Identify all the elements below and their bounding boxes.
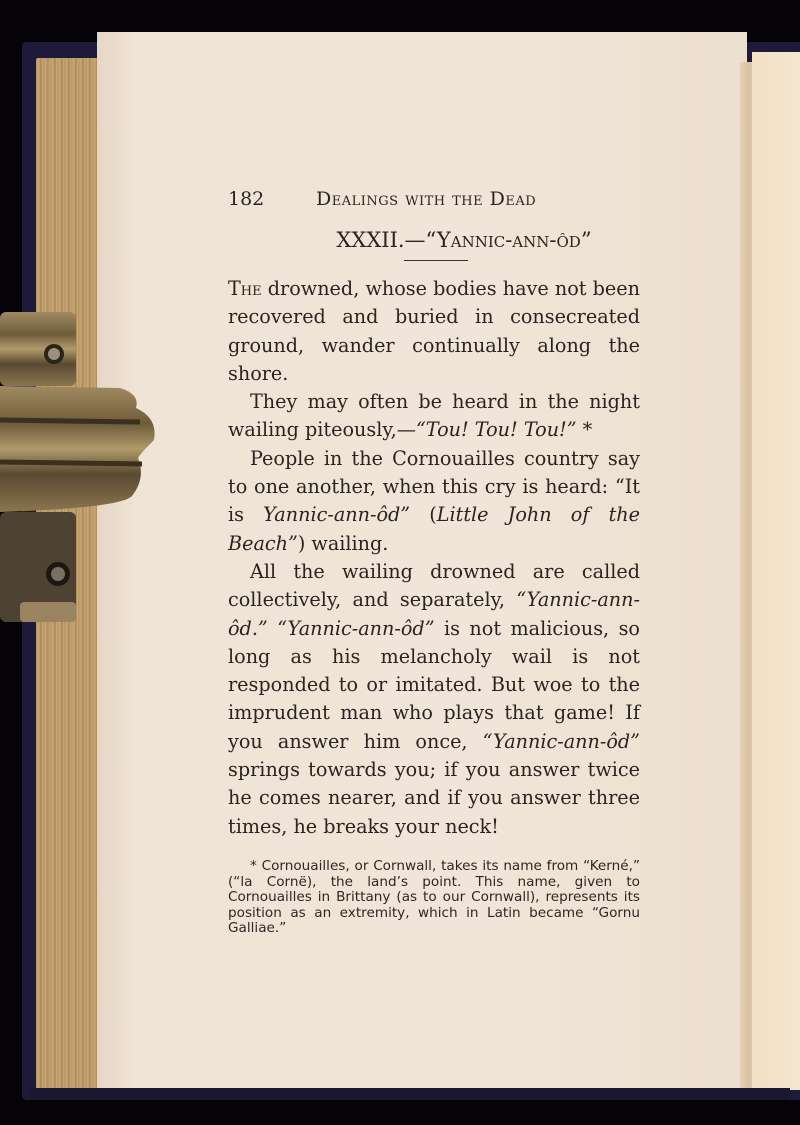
paragraph-text: People in the Cornouailles country say to one another, when this cry is heard: “It is	[228, 446, 640, 527]
paragraph-text: drowned, whose bodies have not been recovered and buried in consecreated ground, wander continually along the shore.	[228, 277, 640, 385]
body-text	[228, 275, 640, 841]
right-page-edge	[752, 52, 800, 1090]
paragraph-text: springs towards you; if you answer twice he comes nearer, and if you answer three times, he breaks your neck!	[228, 758, 640, 838]
italic-name: “Yannic-ann-ôd.”	[228, 588, 640, 640]
cover-bottom-edge	[30, 1088, 790, 1100]
paragraph-text	[268, 617, 277, 640]
italic-name: “Yannic-ann-ôd”	[277, 616, 435, 640]
paragraph-4	[228, 558, 640, 841]
paragraph-text: (	[410, 503, 437, 527]
paragraph-text: is not malicious, so long as his melancholy wail is not responded to or imitated. But woe to the imprudent man who plays that game! If you answer him once,	[228, 616, 640, 753]
italic-translation: Little John of the Beach”	[228, 503, 640, 555]
footnote: * Cornouailles, or Cornwall, takes its name from “Kerné,” (“la Cornë), the land’s point. This name, given to Cornouailles in Brittany (as to our Cornwall), represents its position as an extremity, which in Latin became “Gornu Galliae.”	[228, 857, 640, 937]
chapter-title	[288, 228, 640, 252]
paragraph-2	[228, 388, 640, 445]
italic-cry: “Tou! Tou! Tou!”	[415, 418, 577, 442]
footnote-marker: *	[576, 418, 593, 442]
paragraph-text: They may often be heard in the night wailing piteously,—	[228, 390, 640, 442]
chapter-numeral: XXXII.—	[336, 228, 426, 252]
running-title: Dealings with the Dead	[316, 188, 537, 210]
page-text-block	[228, 188, 640, 937]
brass-book-clasp	[0, 302, 160, 624]
chapter-name: “Yannic-ann-ôd”	[425, 228, 592, 252]
paragraph-1	[228, 275, 640, 388]
paragraph-3	[228, 445, 640, 558]
chapter-rule	[404, 260, 468, 261]
lead-word: The	[228, 277, 262, 300]
page-number: 182	[228, 188, 265, 210]
paragraph-text: All the wailing drowned are called collectively, and separately,	[228, 559, 640, 612]
italic-name: Yannic-ann-ôd”	[263, 503, 411, 527]
italic-name: “Yannic-ann-ôd”	[482, 729, 640, 753]
paragraph-text: ) wailing.	[297, 531, 389, 555]
running-head	[228, 188, 640, 224]
